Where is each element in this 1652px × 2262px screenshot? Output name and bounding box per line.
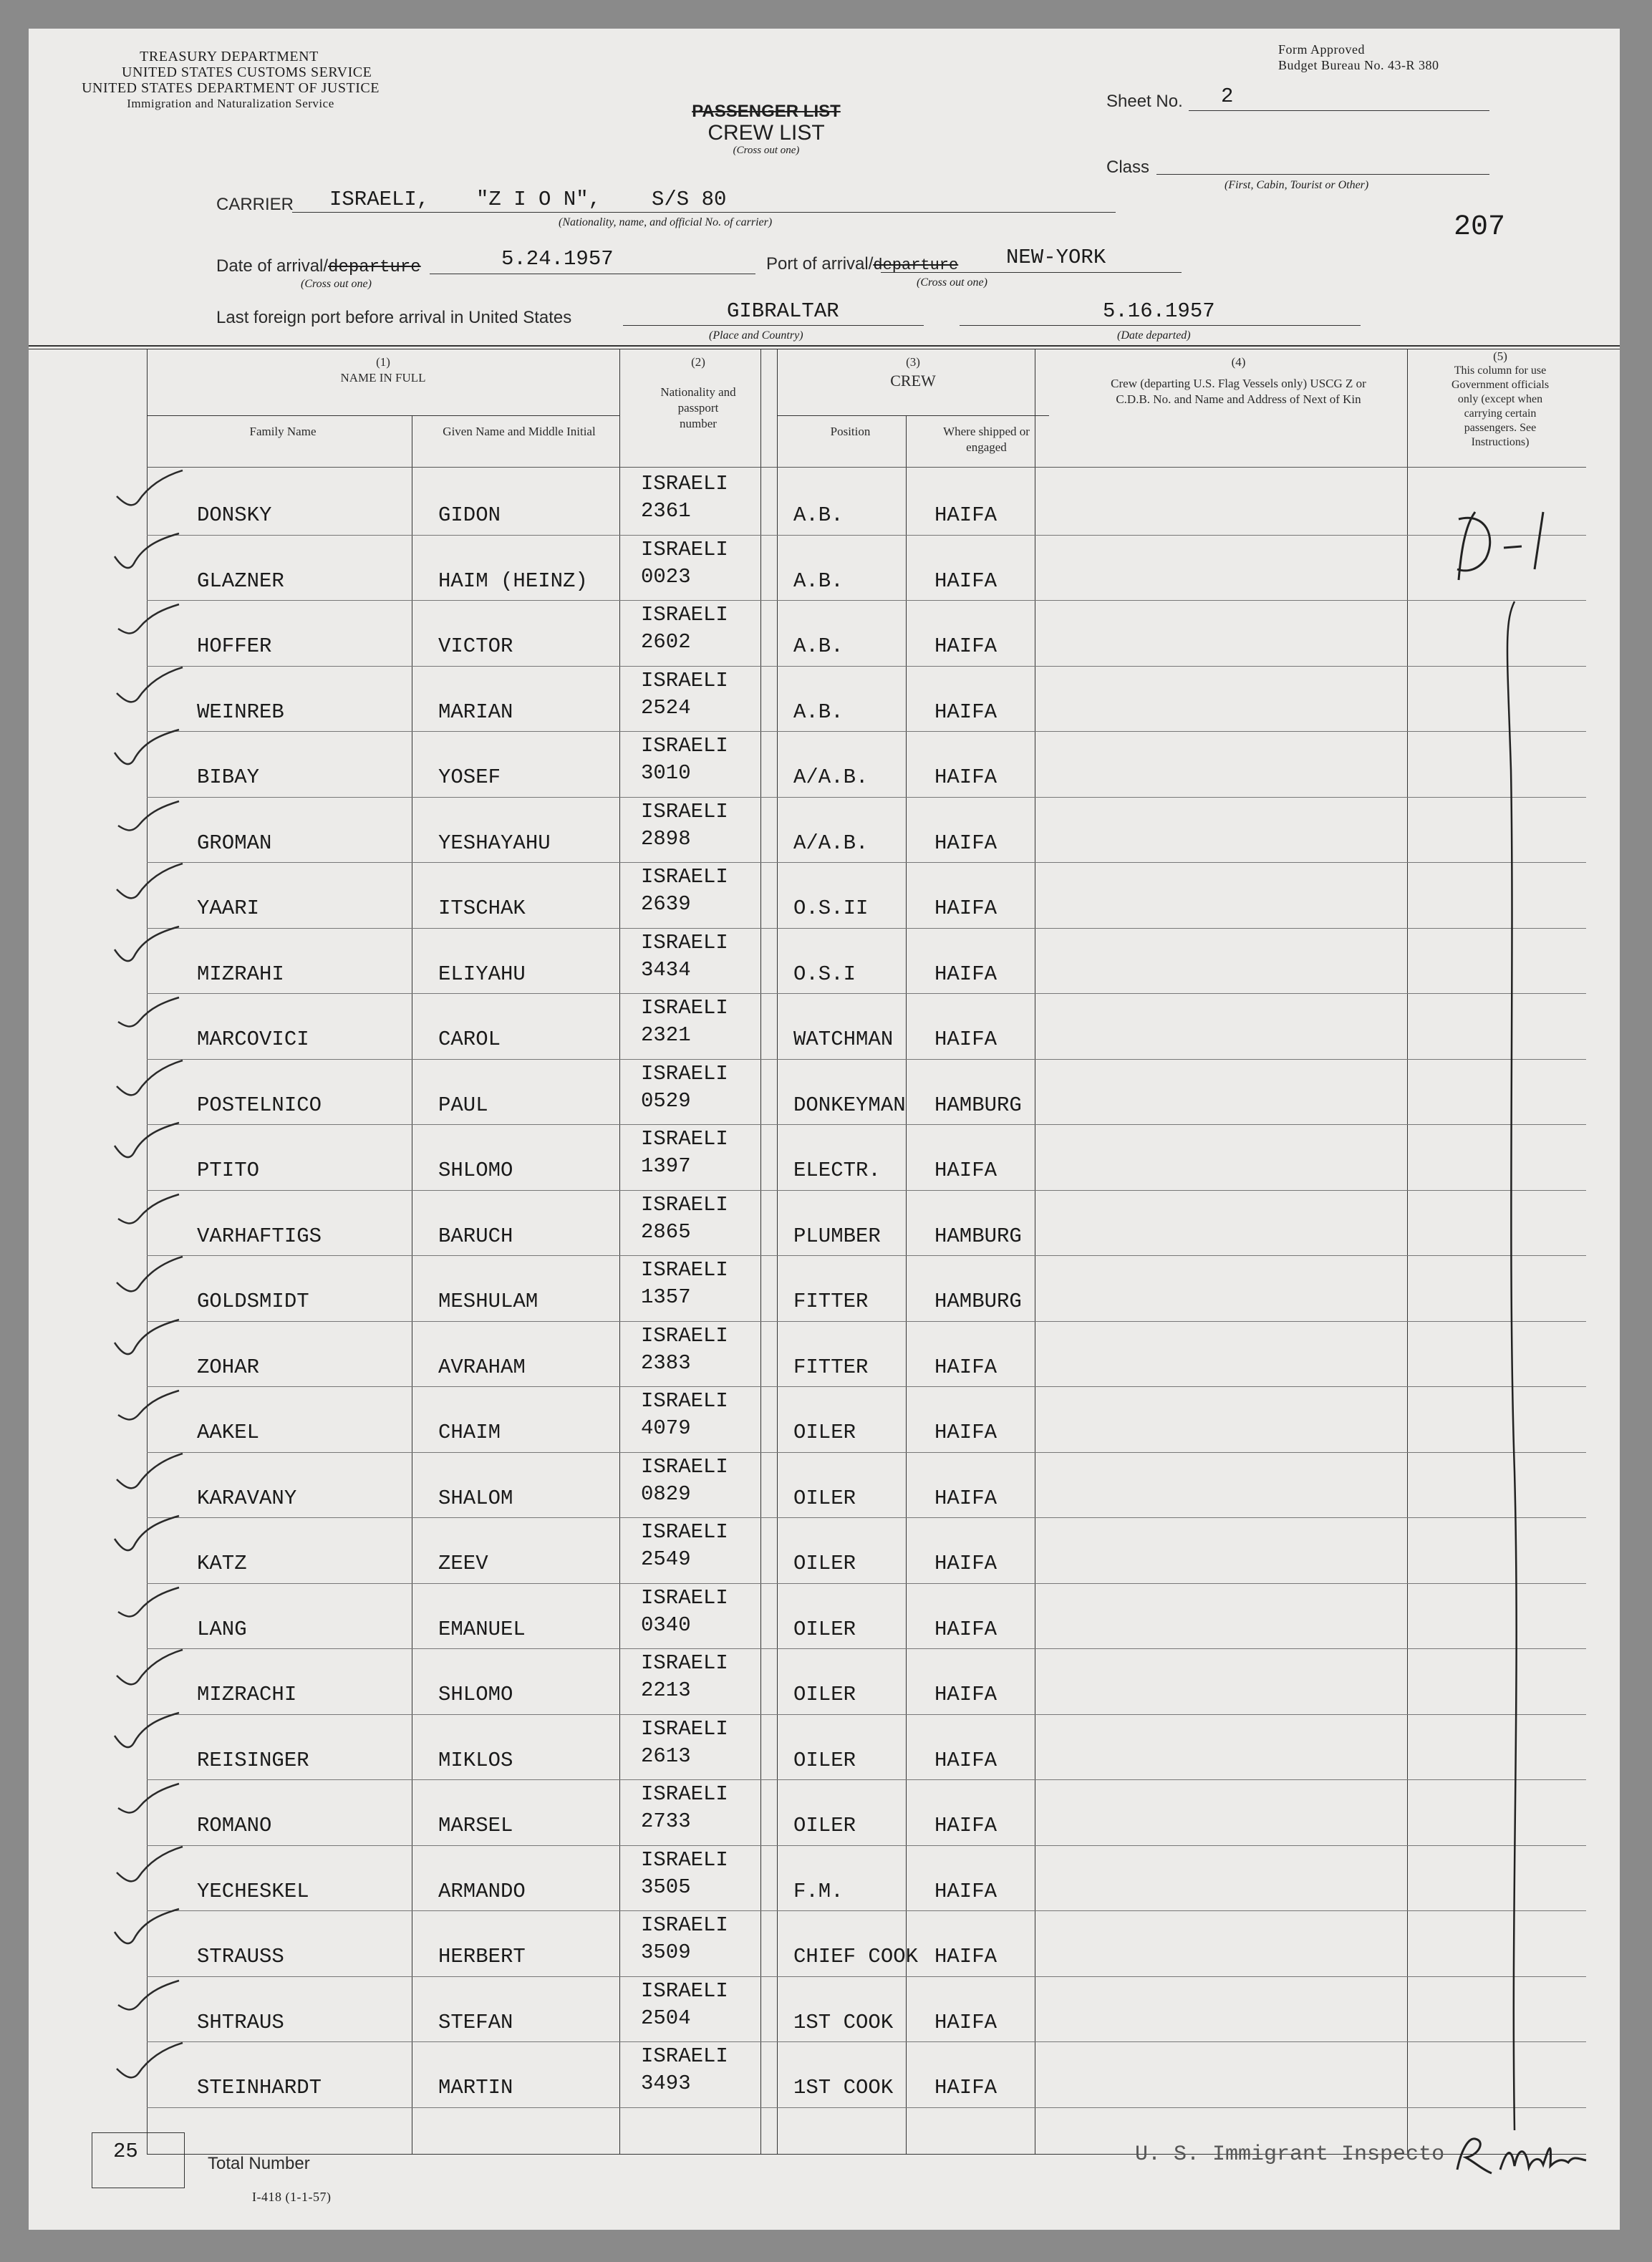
position-cell: FITTER — [793, 1355, 869, 1379]
family-name-cell: DONSKY — [197, 503, 272, 527]
given-name-cell: BARUCH — [438, 1224, 513, 1248]
nationality-cell: ISRAELI — [641, 734, 728, 758]
passport-number-cell: 1397 — [641, 1154, 691, 1178]
passport-number-cell: 2549 — [641, 1547, 691, 1571]
date-of-arrival-label — [216, 256, 421, 277]
check-mark-icon — [111, 673, 211, 738]
nationality-cell: ISRAELI — [641, 1716, 728, 1741]
given-name-cell: HERBERT — [438, 1945, 526, 1968]
position-cell: OILER — [793, 1748, 856, 1772]
given-name-cell: STEFAN — [438, 2010, 513, 2034]
family-name-cell: MARCOVICI — [197, 1028, 309, 1051]
table-row — [29, 731, 1620, 797]
total-number-label: Total Number — [208, 2154, 310, 2173]
col4-number: (4) — [1231, 355, 1246, 369]
check-mark-icon — [111, 1524, 211, 1589]
family-name-cell: YAARI — [197, 896, 260, 920]
where-engaged-cell: HAIFA — [934, 1552, 998, 1575]
carrier-official-no: S/S 80 — [652, 188, 727, 211]
where-shipped-header: Where shipped or engaged — [943, 425, 1030, 454]
passport-number-cell: 2524 — [641, 695, 691, 720]
position-cell: OILER — [793, 1421, 856, 1444]
check-mark-icon — [111, 1787, 211, 1851]
where-engaged-cell: HAMBURG — [934, 1290, 1022, 1313]
where-engaged-cell: HAIFA — [934, 962, 998, 986]
table-row — [29, 862, 1620, 928]
check-mark-icon — [111, 1656, 211, 1720]
crew-list-document — [29, 29, 1620, 2230]
table-row — [29, 1648, 1620, 1714]
check-mark-icon — [111, 1918, 211, 1982]
check-mark-icon — [111, 607, 211, 672]
family-name-cell: YECHESKEL — [197, 1879, 309, 1903]
passport-number-cell: 2321 — [641, 1023, 691, 1047]
where-engaged-cell: HAIFA — [934, 1159, 998, 1182]
position-cell: 1ST COOK — [793, 2076, 894, 2099]
form-code: I-418 (1-1-57) — [252, 2190, 332, 2204]
date-departed-hint: (Date departed) — [1117, 329, 1191, 342]
nationality-cell: ISRAELI — [641, 537, 728, 561]
table-row — [29, 535, 1620, 601]
col5-header — [1429, 349, 1572, 450]
table-row — [29, 1845, 1620, 1911]
given-name-cell: YOSEF — [438, 765, 501, 789]
given-name-cell: AVRAHAM — [438, 1355, 526, 1379]
where-engaged-cell: HAMBURG — [934, 1224, 1022, 1248]
agency-line-3: UNITED STATES DEPARTMENT OF JUSTICE — [82, 80, 380, 96]
table-row — [29, 993, 1620, 1059]
check-mark-icon — [111, 1590, 211, 1655]
budget-bureau: Budget Bureau No. 43-R 380 — [1278, 58, 1439, 72]
nationality-cell: ISRAELI — [641, 668, 728, 692]
position-cell: O.S.II — [793, 896, 869, 920]
check-mark-icon — [111, 1262, 211, 1327]
date-of-arrival-value: 5.24.1957 — [501, 247, 614, 271]
family-name-cell: MIZRACHI — [197, 1683, 297, 1706]
table-row — [29, 1124, 1620, 1190]
nationality-cell: ISRAELI — [641, 799, 728, 823]
date-departed-value: 5.16.1957 — [1103, 299, 1215, 323]
table-row — [29, 1386, 1620, 1452]
table-row — [29, 1059, 1620, 1125]
passport-number-cell: 3509 — [641, 1940, 691, 1964]
given-name-header: Given Name and Middle Initial — [443, 425, 596, 438]
position-cell: OILER — [793, 1552, 856, 1575]
port-of-arrival-label — [766, 254, 958, 274]
col2-number: (2) — [691, 355, 705, 369]
table-row — [29, 1255, 1620, 1321]
given-name-cell: MARTIN — [438, 2076, 513, 2099]
family-name-cell: KARAVANY — [197, 1486, 297, 1510]
port-label-text: Port of arrival/ — [766, 254, 874, 274]
position-cell: O.S.I — [793, 962, 856, 986]
where-engaged-cell: HAIFA — [934, 2076, 998, 2099]
given-name-cell: ITSCHAK — [438, 896, 526, 920]
col1-header — [147, 354, 619, 386]
nationality-cell: ISRAELI — [641, 930, 728, 954]
col4-header — [1054, 354, 1423, 407]
family-name-cell: WEINREB — [197, 700, 284, 724]
family-name-cell: BIBAY — [197, 765, 260, 789]
check-mark-icon — [111, 1197, 211, 1262]
check-mark-icon — [111, 476, 211, 541]
family-name-cell: LANG — [197, 1617, 247, 1641]
col3-number: (3) — [906, 355, 920, 369]
carrier-hint: (Nationality, name, and official No. of carrier) — [559, 216, 773, 228]
position-cell: A/A.B. — [793, 765, 869, 789]
passport-number-cell: 3505 — [641, 1875, 691, 1899]
passport-number-cell: 2865 — [641, 1219, 691, 1244]
position-cell: A.B. — [793, 634, 844, 658]
passport-number-cell: 2383 — [641, 1350, 691, 1375]
family-name-cell: GOLDSMIDT — [197, 1290, 309, 1313]
table-row — [29, 2041, 1620, 2107]
position-cell: PLUMBER — [793, 1224, 881, 1248]
family-name-cell: AAKEL — [197, 1421, 260, 1444]
check-mark-icon — [111, 935, 211, 1000]
nationality-cell: ISRAELI — [641, 1454, 728, 1479]
check-mark-icon — [111, 1393, 211, 1458]
position-cell: CHIEF COOK — [793, 1945, 919, 1968]
family-name-cell: STRAUSS — [197, 1945, 284, 1968]
carrier-name: "Z I O N", — [476, 188, 602, 211]
nationality-cell: ISRAELI — [641, 1323, 728, 1348]
carrier-label: CARRIER — [216, 195, 294, 214]
table-row — [29, 666, 1620, 732]
where-engaged-cell: HAIFA — [934, 503, 998, 527]
nationality-cell: ISRAELI — [641, 1651, 728, 1675]
title-cross-hint: (Cross out one) — [733, 145, 800, 156]
table-row — [29, 1910, 1620, 1976]
where-engaged-cell: HAMBURG — [934, 1093, 1022, 1117]
family-name-cell: GLAZNER — [197, 569, 284, 593]
position-cell: FITTER — [793, 1290, 869, 1313]
inspector-stamp: U. S. Immigrant Inspecto — [1135, 2142, 1445, 2167]
nationality-cell: ISRAELI — [641, 472, 728, 496]
check-mark-icon — [111, 1459, 211, 1524]
passport-number-cell: 3434 — [641, 957, 691, 982]
agency-line-1: TREASURY DEPARTMENT — [140, 49, 319, 64]
nationality-cell: ISRAELI — [641, 1782, 728, 1806]
nationality-cell: ISRAELI — [641, 1520, 728, 1544]
where-engaged-cell: HAIFA — [934, 1421, 998, 1444]
table-row — [29, 1779, 1620, 1845]
given-name-cell: MIKLOS — [438, 1748, 513, 1772]
nationality-cell: ISRAELI — [641, 1585, 728, 1610]
given-name-cell: ARMANDO — [438, 1879, 526, 1903]
where-engaged-cell: HAIFA — [934, 1355, 998, 1379]
family-name-cell: PTITO — [197, 1159, 260, 1182]
given-name-cell: MESHULAM — [438, 1290, 538, 1313]
where-engaged-cell: HAIFA — [934, 896, 998, 920]
crew-list-title: CREW LIST — [707, 121, 825, 145]
nationality-cell: ISRAELI — [641, 1061, 728, 1086]
family-name-cell: REISINGER — [197, 1748, 309, 1772]
table-row — [29, 797, 1620, 863]
sheet-label: Sheet No. — [1106, 92, 1183, 111]
nationality-cell: ISRAELI — [641, 1978, 728, 2003]
total-box — [92, 2132, 185, 2188]
position-cell: OILER — [793, 1486, 856, 1510]
table-row — [29, 600, 1620, 666]
passport-number-cell: 4079 — [641, 1416, 691, 1440]
where-engaged-cell: HAIFA — [934, 1748, 998, 1772]
given-name-cell: GIDON — [438, 503, 501, 527]
last-port-value: GIBRALTAR — [727, 299, 839, 323]
position-header: Position — [830, 425, 871, 438]
given-name-cell: EMANUEL — [438, 1617, 526, 1641]
where-engaged-cell: HAIFA — [934, 1486, 998, 1510]
passport-number-cell: 2898 — [641, 826, 691, 851]
agency-line-4: Immigration and Naturalization Service — [127, 97, 334, 110]
table-row — [29, 469, 1620, 535]
position-cell: OILER — [793, 1814, 856, 1837]
family-name-cell: ROMANO — [197, 1814, 272, 1837]
given-name-cell: YESHAYAHU — [438, 831, 551, 855]
table-row — [29, 928, 1620, 994]
col5-number: (5) — [1493, 349, 1507, 363]
family-name-cell: KATZ — [197, 1552, 247, 1575]
check-mark-icon — [111, 1066, 211, 1131]
table-row — [29, 1452, 1620, 1518]
given-name-cell: SHLOMO — [438, 1683, 513, 1706]
sheet-number: 2 — [1221, 84, 1234, 108]
nationality-cell: ISRAELI — [641, 1127, 728, 1151]
col3-title: CREW — [890, 372, 936, 390]
class-hint: (First, Cabin, Tourist or Other) — [1224, 179, 1369, 191]
check-mark-icon — [111, 1328, 211, 1393]
table-row — [29, 1976, 1620, 2042]
where-engaged-cell: HAIFA — [934, 634, 998, 658]
passport-number-cell: 2213 — [641, 1678, 691, 1702]
where-engaged-cell: HAIFA — [934, 1617, 998, 1641]
where-engaged-cell: HAIFA — [934, 700, 998, 724]
nationality-cell: ISRAELI — [641, 1847, 728, 1872]
carrier-nationality: ISRAELI, — [329, 188, 430, 211]
port-of-arrival-value: NEW-YORK — [1006, 246, 1106, 269]
position-cell: A/A.B. — [793, 831, 869, 855]
passport-number-cell: 0340 — [641, 1613, 691, 1637]
total-number-value: 25 — [113, 2140, 138, 2163]
title-block — [659, 102, 874, 157]
where-engaged-cell: HAIFA — [934, 2010, 998, 2034]
nationality-cell: ISRAELI — [641, 1389, 728, 1413]
passport-number-cell: 2639 — [641, 892, 691, 916]
given-name-cell: HAIM (HEINZ) — [438, 569, 588, 593]
date-label-text: Date of arrival/ — [216, 256, 329, 276]
check-mark-icon — [111, 2049, 211, 2113]
position-cell: WATCHMAN — [793, 1028, 894, 1051]
given-name-cell: MARIAN — [438, 700, 513, 724]
passport-number-cell: 2504 — [641, 2006, 691, 2030]
port-struck: departure — [873, 256, 959, 274]
form-approved-block — [1278, 42, 1439, 73]
check-mark-icon — [111, 1131, 211, 1196]
passport-number-cell: 3010 — [641, 761, 691, 785]
date-cross-hint: (Cross out one) — [301, 278, 372, 290]
col3-header — [777, 354, 1049, 389]
family-name-cell: GROMAN — [197, 831, 272, 855]
family-name-cell: ZOHAR — [197, 1355, 260, 1379]
family-name-cell: STEINHARDT — [197, 2076, 322, 2099]
col5-title: This column for use Government officials only (except when carrying certain passengers. See Instructions) — [1451, 364, 1550, 448]
table-row — [29, 1321, 1620, 1387]
given-name-cell: ELIYAHU — [438, 962, 526, 986]
page-number: 207 — [1454, 211, 1506, 243]
check-mark-icon — [111, 1983, 211, 2048]
position-cell: A.B. — [793, 503, 844, 527]
table-row — [29, 1583, 1620, 1649]
col5-note — [1464, 505, 1466, 506]
given-name-cell: SHLOMO — [438, 1159, 513, 1182]
last-port-hint: (Place and Country) — [709, 329, 803, 342]
table-row — [29, 1517, 1620, 1583]
port-cross-hint: (Cross out one) — [917, 276, 987, 289]
check-mark-icon — [111, 1852, 211, 1917]
where-engaged-cell: HAIFA — [934, 765, 998, 789]
class-label: Class — [1106, 158, 1150, 177]
where-engaged-cell: HAIFA — [934, 1879, 998, 1903]
nationality-cell: ISRAELI — [641, 865, 728, 889]
nationality-cell: ISRAELI — [641, 1192, 728, 1217]
position-cell: ELECTR. — [793, 1159, 881, 1182]
given-name-cell: SHALOM — [438, 1486, 513, 1510]
passport-number-cell: 0829 — [641, 1482, 691, 1506]
date-struck: departure — [328, 258, 421, 277]
nationality-cell: ISRAELI — [641, 1258, 728, 1282]
nationality-cell: ISRAELI — [641, 996, 728, 1020]
passport-number-cell: 1357 — [641, 1285, 691, 1309]
passport-number-cell: 0023 — [641, 564, 691, 589]
col2-header — [623, 354, 773, 432]
passport-number-cell: 3493 — [641, 2072, 691, 2095]
given-name-cell: CHAIM — [438, 1421, 501, 1444]
family-name-cell: VARHAFTIGS — [197, 1224, 322, 1248]
given-name-cell: MARSEL — [438, 1814, 513, 1837]
family-name-cell: HOFFER — [197, 634, 272, 658]
family-name-header: Family Name — [249, 425, 317, 438]
check-mark-icon — [111, 1000, 211, 1065]
last-port-label: Last foreign port before arrival in United States — [216, 308, 572, 327]
col1-number: (1) — [376, 355, 390, 369]
position-cell: OILER — [793, 1617, 856, 1641]
passport-number-cell: 0529 — [641, 1088, 691, 1113]
given-name-cell: VICTOR — [438, 634, 513, 658]
table-row — [29, 1714, 1620, 1780]
check-mark-icon — [111, 542, 211, 606]
given-name-cell: PAUL — [438, 1093, 488, 1117]
where-engaged-cell: HAIFA — [934, 1945, 998, 1968]
passport-number-cell: 2602 — [641, 630, 691, 654]
agency-line-2: UNITED STATES CUSTOMS SERVICE — [122, 64, 372, 80]
agency-block-2 — [80, 80, 381, 112]
where-engaged-cell: HAIFA — [934, 831, 998, 855]
position-cell: F.M. — [793, 1879, 844, 1903]
passport-number-cell: 2361 — [641, 499, 691, 523]
given-name-cell: CAROL — [438, 1028, 501, 1051]
check-mark-icon — [111, 1721, 211, 1786]
where-engaged-cell: HAIFA — [934, 1683, 998, 1706]
col4-title: Crew (departing U.S. Flag Vessels only) USCG Z or C.D.B. No. and Name and Address of Next of Kin — [1111, 377, 1366, 406]
family-name-cell: MIZRAHI — [197, 962, 284, 986]
where-engaged-cell: HAIFA — [934, 1814, 998, 1837]
position-cell: DONKEYMAN — [793, 1093, 906, 1117]
nationality-cell: ISRAELI — [641, 1913, 728, 1937]
check-mark-icon — [111, 804, 211, 869]
check-mark-icon — [111, 869, 211, 934]
family-name-cell: POSTELNICO — [197, 1093, 322, 1117]
check-mark-icon — [111, 738, 211, 803]
position-cell: 1ST COOK — [793, 2010, 894, 2034]
inspector-signature — [1450, 2130, 1615, 2180]
position-cell: OILER — [793, 1683, 856, 1706]
agency-block — [122, 49, 372, 80]
position-cell: A.B. — [793, 700, 844, 724]
where-engaged-cell: HAIFA — [934, 569, 998, 593]
col2-title: Nationality and passport number — [660, 385, 736, 430]
col1-title: NAME IN FULL — [340, 371, 426, 385]
nationality-cell: ISRAELI — [641, 2044, 728, 2068]
nationality-cell: ISRAELI — [641, 603, 728, 627]
passenger-list-struck: PASSENGER LIST — [692, 102, 841, 121]
passport-number-cell: 2613 — [641, 1744, 691, 1768]
passport-number-cell: 2733 — [641, 1809, 691, 1833]
form-approved: Form Approved — [1278, 42, 1365, 57]
position-cell: A.B. — [793, 569, 844, 593]
where-engaged-cell: HAIFA — [934, 1028, 998, 1051]
col5-annotation — [1407, 469, 1579, 2152]
family-name-cell: SHTRAUS — [197, 2010, 284, 2034]
table-row — [29, 1190, 1620, 1256]
given-name-cell: ZEEV — [438, 1552, 488, 1575]
